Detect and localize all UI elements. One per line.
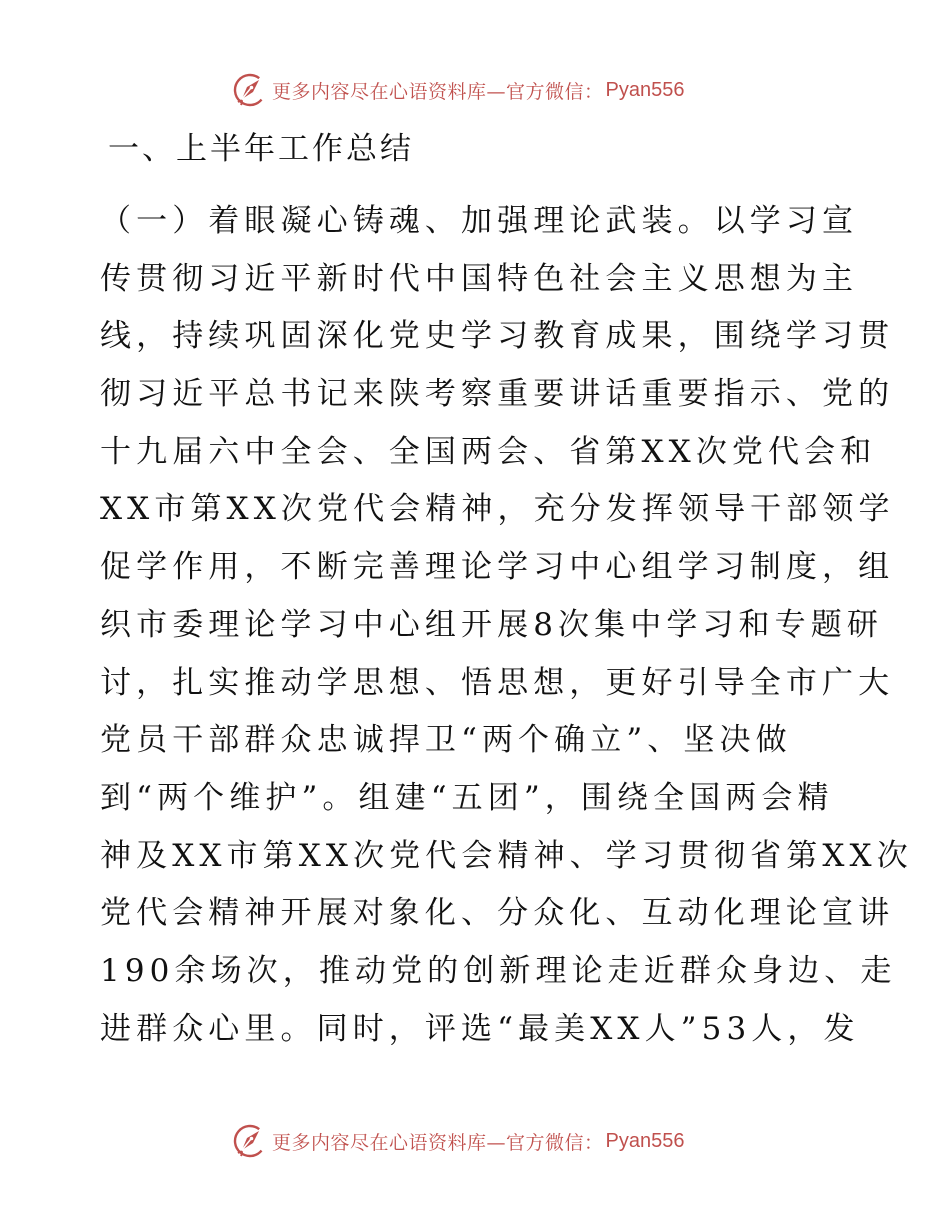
body-paragraph [100, 193, 913, 1058]
text-line: 彻习近平总书记来陕考察重要讲话重要指示、党的 [100, 376, 895, 413]
text-line: 促学作用，不断完善理论学习中心组学习制度，组 [100, 549, 895, 586]
text-line: （一）着眼凝心铸魂、加强理论武装。以学习宣 [100, 203, 859, 239]
pen-nib-logo-icon [232, 72, 268, 108]
text-line: XX市第XX次党代会精神，充分发挥领导干部领学 [100, 491, 895, 528]
text-line: 190余场次，推动党的创新理论走近群众身边、走 [100, 952, 897, 989]
text-line: 进群众心里。同时，评选“最美XX人”53人，发 [100, 1010, 860, 1047]
text-line: 十九届六中全会、全国两会、省第XX次党代会和 [100, 433, 877, 470]
watermark-text: 更多内容尽在心语资料库—官方微信： [272, 80, 604, 103]
text-line: 党员干部群众忠诚捍卫“两个确立”、坚决做 [100, 722, 792, 759]
header-watermark [232, 70, 684, 110]
watermark-wechat-handle: Pyan556 [605, 1129, 685, 1152]
watermark-text: 更多内容尽在心语资料库—官方微信： [272, 1131, 604, 1154]
text-line: 神及XX市第XX次党代会精神、学习贯彻省第XX次 [100, 837, 913, 874]
text-line: 到“两个维护”。组建“五团”，围绕全国两会精 [100, 779, 834, 816]
footer-watermark [232, 1121, 684, 1161]
text-line: 讨，扎实推动学思想、悟思想，更好引导全市广大 [100, 664, 895, 701]
text-line: 织市委理论学习中心组开展8次集中学习和专题研 [100, 606, 883, 643]
pen-nib-logo-icon [232, 1123, 268, 1159]
section-heading: 一、上半年工作总结 [108, 131, 414, 167]
watermark-wechat-handle: Pyan556 [605, 78, 685, 101]
text-line: 传贯彻习近平新时代中国特色社会主义思想为主 [100, 260, 859, 297]
text-line: 线，持续巩固深化党史学习教育成果，围绕学习贯 [100, 318, 895, 355]
text-line: 党代会精神开展对象化、分众化、互动化理论宣讲 [100, 895, 895, 932]
